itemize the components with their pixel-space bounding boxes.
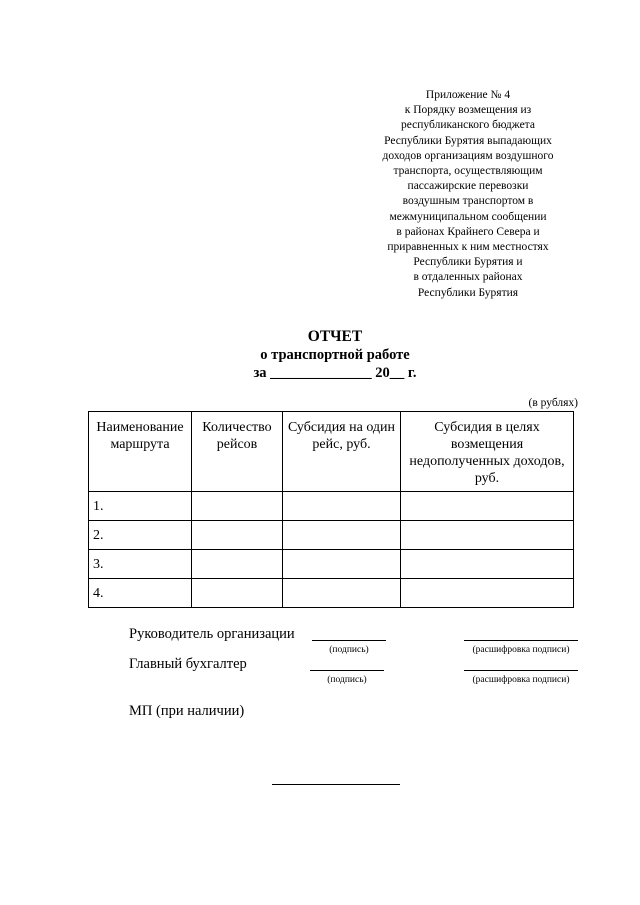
appendix-line: воздушным транспортом в [402, 195, 534, 208]
stamp-label: МП (при наличии) [129, 703, 245, 719]
head-signature-caption: (подпись) [329, 645, 369, 655]
document-title [180, 328, 490, 382]
report-table [88, 411, 574, 608]
table-cell [192, 521, 283, 550]
table-cell [401, 492, 574, 521]
appendix-line: пассажирские перевозки [407, 180, 529, 193]
title-subject: о транспортной работе [260, 347, 410, 363]
accountant-signature-label: Главный бухгалтер [129, 656, 247, 672]
row-number: 4. [89, 579, 192, 608]
appendix-line: в районах Крайнего Севера и [396, 225, 540, 238]
head-signature-label: Руководитель организации [129, 626, 295, 642]
table-cell [401, 550, 574, 579]
table-cell [192, 550, 283, 579]
table-cell [192, 579, 283, 608]
head-decode-line [464, 640, 578, 641]
appendix-line: к Порядку возмещения из [404, 104, 532, 117]
header-flights: Количество рейсов [192, 412, 283, 492]
table-cell [401, 579, 574, 608]
table-cell [401, 521, 574, 550]
footer-line [272, 784, 400, 785]
table-row [89, 492, 574, 521]
row-number: 2. [89, 521, 192, 550]
header-subsidy-compensation: Субсидия в целях возмещения недополученных доходов, руб. [401, 412, 574, 492]
appendix-line: республиканского бюджета [401, 119, 535, 132]
table-cell [283, 521, 401, 550]
accountant-decode-caption: (расшифровка подписи) [472, 675, 570, 685]
accountant-decode-line [464, 670, 578, 671]
appendix-line: межмуниципальном сообщении [389, 210, 547, 223]
row-number: 3. [89, 550, 192, 579]
header-route: Наименование маршрута [89, 412, 192, 492]
table-cell [192, 492, 283, 521]
table-row [89, 521, 574, 550]
title-period: за ______________ 20__ г. [253, 365, 417, 381]
table-cell [283, 579, 401, 608]
title-report: ОТЧЕТ [307, 328, 363, 345]
accountant-signature-caption: (подпись) [327, 675, 367, 685]
appendix-line: Республики Бурятия выпадающих [384, 134, 552, 147]
table-header-row [89, 412, 574, 492]
row-number: 1. [89, 492, 192, 521]
appendix-line: Приложение № 4 [425, 89, 511, 101]
accountant-signature-line [310, 670, 384, 671]
head-decode-caption: (расшифровка подписи) [472, 645, 570, 655]
appendix-line: доходов организациям воздушного [382, 149, 554, 162]
appendix-line: приравненных к ним местностях [387, 241, 549, 254]
appendix-line: Республики Бурятия и [413, 256, 523, 269]
appendix-line: в отдаленных районах [413, 271, 523, 284]
appendix-line: транспорта, осуществляющим [393, 165, 543, 178]
units-label: (в рублях) [528, 397, 578, 409]
appendix-header [360, 88, 576, 301]
table-row [89, 550, 574, 579]
header-subsidy-per-flight: Субсидия на один рейс, руб. [283, 412, 401, 492]
table-cell [283, 550, 401, 579]
appendix-line: Республики Бурятия [417, 286, 519, 299]
table-cell [283, 492, 401, 521]
head-signature-line [312, 640, 386, 641]
table-row [89, 579, 574, 608]
